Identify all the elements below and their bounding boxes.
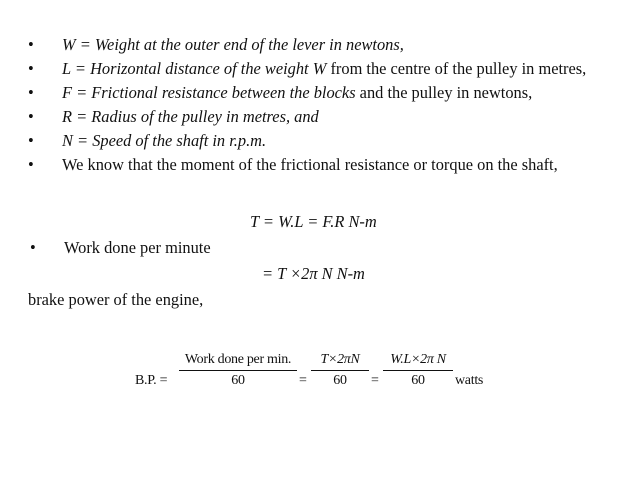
definition-list	[26, 34, 616, 178]
bullet-icon: •	[28, 83, 34, 102]
fraction-denominator: 60	[333, 373, 347, 388]
list-item: • W = Weight at the outer end of the lever in newtons,	[28, 35, 404, 54]
fraction-weight	[383, 352, 453, 389]
list-item: • F = Frictional resistance between the blocks and the pulley in newtons,	[28, 83, 533, 102]
bullet-icon: •	[28, 131, 34, 150]
fraction-numerator: Work done per min.	[179, 352, 297, 371]
fraction-numerator: W.L×2π N	[383, 352, 453, 371]
bp-intro: brake power of the engine,	[28, 290, 204, 309]
bullet-icon: •	[30, 238, 36, 257]
list-item: • N = Speed of the shaft in r.p.m.	[28, 131, 267, 150]
fraction-torque	[311, 352, 369, 389]
work-bullet: • Work done per minute	[30, 238, 211, 257]
work-equation: = T ×2π N N-m	[262, 264, 365, 283]
bullet-icon: •	[28, 59, 34, 78]
equals-sign: =	[371, 373, 379, 388]
bullet-icon: •	[28, 155, 34, 174]
bullet-icon: •	[28, 107, 34, 126]
list-item: • R = Radius of the pulley in metres, and	[28, 107, 319, 126]
fraction-denominator: 60	[411, 373, 425, 388]
fraction-work	[179, 352, 297, 389]
fraction-denominator: 60	[231, 373, 245, 388]
bullet-icon: •	[28, 35, 34, 54]
equals-sign: =	[299, 373, 307, 388]
formula-lhs: B.P. =	[135, 373, 168, 388]
unit-label: watts	[455, 373, 484, 388]
list-item: • L = Horizontal distance of the weight W from the centre of the pulley in metres,	[28, 59, 587, 78]
torque-equation: T = W.L = F.R N-m	[250, 212, 377, 231]
list-item: • We know that the moment of the frictional resistance or torque on the shaft,	[28, 155, 558, 174]
fraction-numerator: T×2πN	[311, 352, 369, 371]
